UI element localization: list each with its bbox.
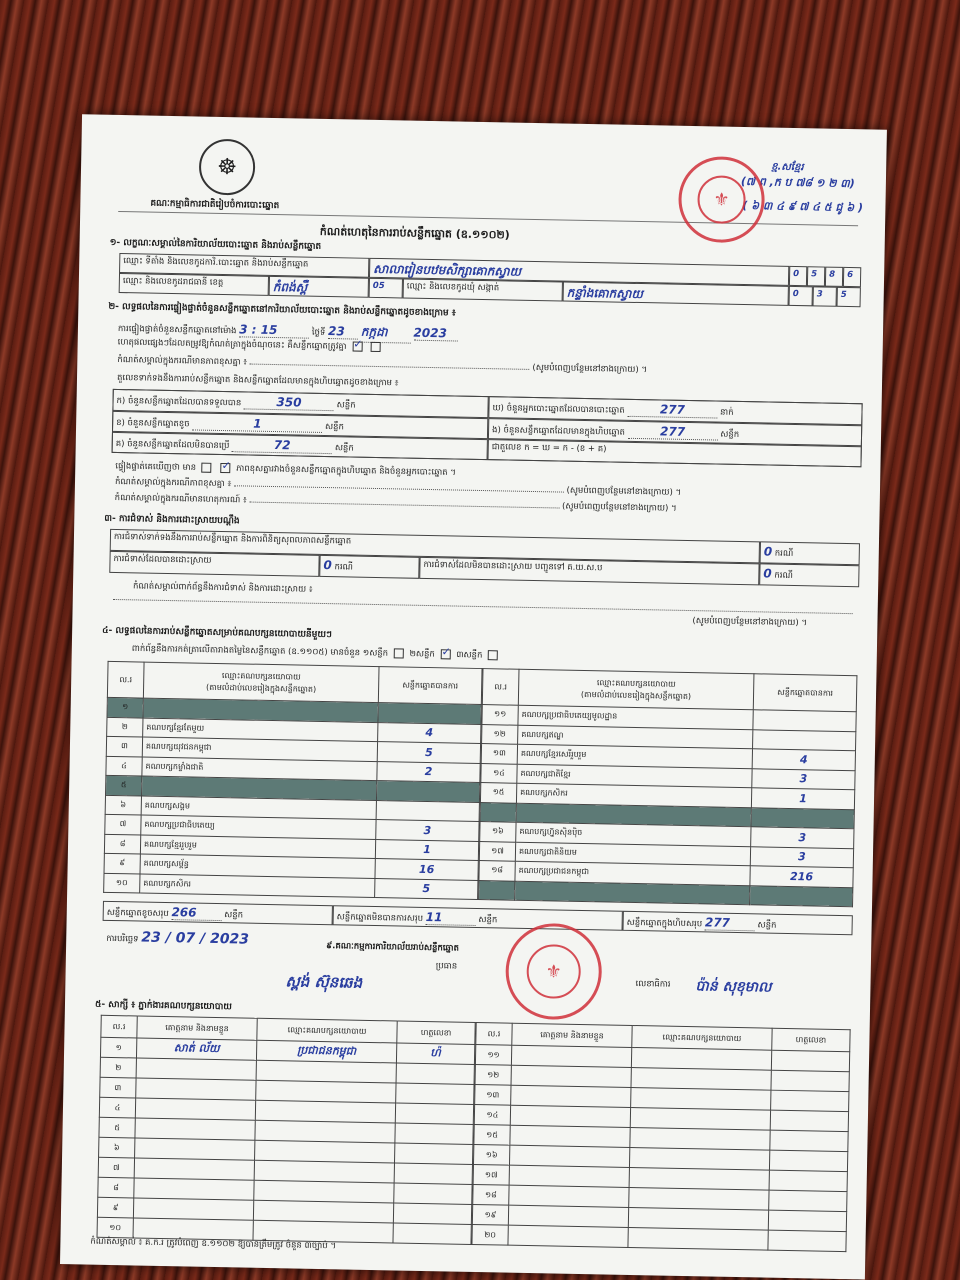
committee-label: ៩.គណៈកម្មការការិយាល័យរាប់សន្លឹកឆ្នោត — [326, 941, 460, 954]
row-number: ៧ — [105, 814, 141, 834]
row-number: ៨ — [98, 1177, 134, 1198]
row-number: ១៤ — [474, 1104, 510, 1125]
invalid-total — [333, 905, 623, 931]
row-number: ៩ — [97, 1197, 133, 1218]
objection-row1-unit: ករណី — [774, 548, 794, 560]
party-name: គណបក្សឥណ្ឌ — [518, 725, 753, 749]
objection-note: កំណត់សម្គាល់ពាក់ព័ន្ធនឹងការជំទាស់ និងការដោះស្រាយ ៖ — [132, 581, 313, 595]
row-number: ១៨ — [473, 1184, 509, 1205]
ka-label: ក) ចំនួនសន្លឹកឆ្នោតដែលបានទទួលបាន — [116, 395, 242, 409]
ko-label: គ) ចំនួនសន្លឹកឆ្នោតដែលមិនបានប្រើ — [115, 438, 230, 452]
top-stamp-icon: ⚜ — [678, 156, 766, 244]
witness-party — [629, 1147, 769, 1170]
witness-party — [628, 1207, 768, 1230]
party-votes: 4 — [378, 722, 481, 743]
witness-signature — [394, 1143, 472, 1164]
objection-note-line — [113, 599, 853, 614]
party-votes: 16 — [375, 859, 478, 880]
w-col-party-right: ឈ្មោះគណបក្សនយោបាយ — [632, 1026, 772, 1051]
form-title: កំណត់ហេតុនៃការរាប់សន្លឹកឆ្នោត (ឧ.១១០២) — [319, 224, 510, 242]
witness-name — [136, 1078, 256, 1100]
section3-title: ៣- ការជំទាស់ និងការដោះស្រាយបណ្តឹង — [104, 513, 240, 527]
code-a3: 8 — [825, 267, 843, 287]
witness-party — [255, 1140, 395, 1163]
objection-row2-value-cell — [319, 555, 419, 579]
district-value-cell — [269, 276, 369, 298]
party-votes: 5 — [377, 742, 480, 763]
witness-party — [630, 1127, 770, 1150]
extra1-hint: (សូមបំពេញបន្ថែមនៅខាងក្រោយ) ។ — [566, 485, 682, 498]
row-number: ៧ — [98, 1157, 134, 1178]
no-diff-checkbox[interactable] — [220, 463, 230, 473]
witness-party — [628, 1227, 768, 1250]
date-label: ថ្ងៃទី — [311, 327, 326, 338]
row-number: ១០ — [104, 873, 140, 893]
party-votes: 2 — [377, 761, 480, 782]
objection-row2-unit: ករណី — [334, 562, 354, 573]
row-number — [479, 880, 515, 900]
section4-subtitle-row — [132, 643, 502, 663]
witness-name — [511, 1085, 631, 1107]
row-number: ១៥ — [474, 1124, 510, 1145]
witness-name — [134, 1178, 254, 1200]
code-a2: 5 — [807, 266, 825, 286]
objection-row1-value-cell — [760, 541, 860, 565]
row-number: ១១ — [482, 705, 518, 725]
row-number: ១៩ — [472, 1204, 508, 1225]
party-votes: 3 — [751, 827, 854, 848]
nga-label: ង) ចំនួនសន្លឹកឆ្នោតដែលមានក្នុងហិបឆ្នោត — [491, 425, 625, 438]
chair-signature: ស្ពង់ ស៊ុនឆេង — [285, 972, 363, 992]
note-label: កំណត់សម្គាល់ក្នុងករណីមានភាពខុសគ្នា ៖ — [117, 354, 248, 368]
witness-name — [133, 1198, 253, 1220]
party-votes — [750, 885, 853, 906]
ko-value: 72 — [232, 437, 332, 454]
row-number: ១៣ — [475, 1084, 511, 1105]
code-a4: 6 — [843, 267, 861, 287]
spoiled-total — [103, 901, 333, 925]
district-code: 05 — [369, 278, 403, 299]
code-b3: 5 — [837, 287, 861, 307]
code-b1: 0 — [789, 286, 813, 306]
witness-name — [135, 1098, 255, 1120]
witness-name — [135, 1138, 255, 1160]
time-value: 3 : 15 — [239, 322, 309, 338]
witness-party — [631, 1087, 771, 1110]
witness-signature — [768, 1210, 846, 1231]
party-votes: 1 — [375, 839, 478, 860]
village-label: ឈ្មោះ និងលេខកូដឃុំ សង្កាត់ — [403, 278, 563, 301]
grand-label: សន្លឹកឆ្នោតក្នុងហិបសរុប — [626, 917, 703, 930]
row-number: ១ — [107, 697, 143, 717]
party-name: គណបក្សខ្មែររួបរួម — [140, 835, 375, 859]
gha-value: 277 — [627, 402, 717, 419]
code-line-2: (៧ ព ,ក ប ៧៨ ១ ២ ៣) — [740, 174, 855, 191]
witness-name — [508, 1205, 628, 1227]
sign-date-value: 23 / 07 / 2023 — [141, 929, 250, 948]
party-name: គណបក្សយុវជនកម្ពុជា — [142, 737, 377, 761]
spoiled-unit: សន្លឹក — [224, 910, 244, 921]
col-no: ល.រ — [107, 661, 144, 698]
gha-label: ឃ) ចំនួនអ្នកបោះឆ្នោតដែលបានបោះឆ្នោត — [492, 403, 625, 416]
rule-text: ហេតុផលផ្សេងៗដែលតម្រូវឱ្យកំណត់ត្រាក្នុងចំណុចនេះ គឺសន្លឹកឆ្នោតត្រូវគ្នា — [117, 337, 347, 352]
col-party-title: ឈ្មោះគណបក្សនយោបាយ — [221, 670, 301, 682]
row-number: ៦ — [105, 795, 141, 815]
code-line-3: ( ៦ ៣ ៤ ៩ ៧ ៤ ៥ ជូ ៦ ) — [742, 198, 864, 215]
w-col-party: ឈ្មោះគណបក្សនយោបាយ — [257, 1018, 397, 1043]
objection-row2-value: 0 — [323, 557, 332, 573]
w-col-no-right: ល.រ — [476, 1023, 512, 1046]
party-name: គណបក្សប្រជាធិបតេយ្យមូលដ្ឋាន — [518, 705, 753, 729]
witness-signature — [771, 1070, 849, 1091]
section1-title: ១- លក្ខណៈសម្គាល់នៃការិយាល័យបោះឆ្នោត និងរាប់សន្លឹកឆ្នោត — [109, 237, 322, 252]
chair-label: ប្រធាន — [435, 961, 458, 972]
party-name: គណបក្សខ្មែរសេរីរួបរួម — [517, 744, 752, 768]
section2-title: ២- លទ្ធផលនៃការផ្ទៀងផ្ទាត់ចំនួនសន្លឹកឆ្នោតនៅការិយាល័យបោះឆ្នោត និងរាប់សន្លឹកឆ្នោតដូចខាងក្រោម ៖ — [108, 301, 456, 319]
extra2-hint: (សូមបំពេញបន្ថែមនៅខាងក្រោយ) ។ — [561, 501, 677, 514]
row-number: ១២ — [475, 1064, 511, 1085]
row-number: ៨ — [104, 834, 140, 854]
witness-signature — [394, 1163, 472, 1184]
witness-signature — [769, 1150, 847, 1171]
note-line — [250, 364, 530, 370]
three-sheet-checkbox[interactable] — [488, 650, 498, 660]
grand-value: 277 — [705, 915, 755, 931]
col-party-sub: (តាមលំដាប់លេខរៀងក្នុងសន្លឹកឆ្នោត) — [205, 682, 317, 694]
sign-date-label: ការបរិច្ឆេទ — [106, 933, 139, 945]
witness-name — [509, 1165, 629, 1187]
date-month: កក្កដា — [361, 324, 411, 344]
ka-unit: សន្លឹក — [336, 400, 356, 411]
mismatch-text: ភាពខុសគ្នារវាងចំនួនសន្លឹកឆ្នោតក្នុងហិបឆ្នោត និងចំនួនអ្នកបោះឆ្នោត ។ — [236, 463, 457, 479]
party-name: គណបក្សជាតិនិយម — [515, 842, 750, 866]
agency-name: គណៈកម្មាធិការជាតិរៀបចំការបោះឆ្នោត — [150, 198, 280, 212]
col-votes: សន្លឹកឆ្នោតបានការ — [378, 667, 482, 705]
witness-signature — [396, 1063, 474, 1084]
extra1-label: កំណត់សម្គាល់ក្នុងករណីភាពខុសគ្នា ៖ — [114, 476, 232, 490]
objection-row2-label: ការជំទាស់ដែលបានដោះស្រាយ — [109, 551, 319, 577]
row-number: ១ — [100, 1037, 136, 1058]
extra1-line — [234, 485, 564, 492]
row-number: ១៧ — [473, 1164, 509, 1185]
party-results-left — [103, 661, 482, 900]
yes-checkbox[interactable] — [352, 342, 362, 352]
one-sheet-checkbox[interactable] — [394, 648, 404, 658]
witness-signature — [395, 1123, 473, 1144]
sign-date-row — [106, 929, 249, 949]
nga-unit: សន្លឹក — [720, 429, 740, 440]
opt3-label: ៣សន្លឹក — [456, 650, 483, 661]
row-number: ៣ — [106, 736, 142, 756]
col-party-right — [518, 669, 754, 710]
invalid-value: 11 — [426, 910, 476, 926]
witness-party — [631, 1047, 771, 1070]
witness-name — [510, 1105, 630, 1127]
row-number: ១៧ — [479, 841, 515, 861]
row-number: ៩ — [104, 853, 140, 873]
row-number: ១៥ — [480, 783, 516, 803]
village-value: កន្ទាំងគោកស្វាយ — [566, 285, 644, 302]
section4-subtitle: ពាក់ព័ន្ធនឹងការកត់ត្រាលើតារាងតម្លៃនៃសន្លឹកឆ្នោត (ឧ.១១០៥) មានចំនួន ១សន្លឹក — [131, 643, 389, 659]
objection-row1-label: ការជំទាស់ទាក់ទងនឹងការរាប់សន្លឹកឆ្នោត និងការពិនិត្យសុពលភាពសន្លឹកឆ្នោត — [110, 529, 760, 563]
party-name: គណបក្សសង្គម — [141, 796, 376, 820]
witness-name — [510, 1125, 630, 1147]
w-col-no: ល.រ — [101, 1015, 137, 1038]
row-number: ៤ — [99, 1097, 135, 1118]
kha-label: ខ) ចំនួនសន្លឹកឆ្នោតខូច — [116, 417, 190, 430]
row-number: ១២ — [482, 724, 518, 744]
party-name: គណបក្សកសិករ — [516, 783, 751, 807]
col-party — [143, 662, 379, 703]
commune-value: សាលារៀនបឋមសិក្សាគោកស្វាយ — [373, 261, 522, 279]
section5-title: ៥- សាក្សី ៖ ភ្នាក់ងារគណបក្សនយោបាយ — [94, 999, 232, 1013]
kha-unit: សន្លឹក — [324, 421, 344, 433]
two-sheet-checkbox[interactable] — [440, 649, 450, 659]
witness-signature — [770, 1130, 848, 1151]
row-number: ៦ — [99, 1137, 135, 1158]
election-form — [60, 114, 887, 1279]
footer-note: កំណត់សម្គាល់ ៖ គ.ក.រ ត្រូវបំពេញ ឧ.១១០២ ឱ្យបានត្រឹមត្រូវ ចំនួន ៣ច្បាប់ ។ — [90, 1236, 337, 1252]
witness-name — [511, 1065, 631, 1087]
witness-signature — [769, 1170, 847, 1191]
w-col-name-right: គោត្តនាម និងនាមខ្លួន — [512, 1023, 632, 1047]
party-name: គណបក្សខ្មែរតែមួយ — [143, 718, 378, 742]
witness-signature — [393, 1223, 471, 1244]
party-votes: 3 — [752, 768, 855, 789]
witness-signature — [393, 1203, 471, 1224]
witness-party — [256, 1060, 396, 1083]
row-number: ៤ — [106, 756, 142, 776]
party-votes: 4 — [752, 749, 855, 770]
party-votes — [751, 807, 854, 828]
village-value-cell — [563, 282, 789, 306]
party-name: គណបក្សជាតិខ្មែរ — [517, 764, 752, 788]
witness-signature — [396, 1083, 474, 1104]
row-number: ៥ — [99, 1117, 135, 1138]
witness-name — [508, 1225, 628, 1247]
party-name: គណបក្សកសិករ — [140, 874, 375, 898]
witness-party — [629, 1167, 769, 1190]
witness-signature — [394, 1183, 472, 1204]
party-votes — [376, 800, 479, 821]
grand-unit: សន្លឹក — [757, 920, 777, 931]
witness-signature — [771, 1050, 849, 1071]
counts-intro: តួលេខទាក់ទងនឹងការរាប់សន្លឹកឆ្នោត និងសន្លឹកឆ្នោតដែលមានក្នុងហិបឆ្នោតដូចខាងក្រោម ៖ — [116, 372, 399, 389]
witness-party — [253, 1200, 393, 1223]
invalid-unit: សន្លឹក — [478, 915, 498, 926]
secretary-label: លេខាធិការ — [635, 979, 671, 990]
ka-value: 350 — [244, 394, 334, 411]
commune-label: ឈ្មោះ ទីតាំង និងលេខកូដការិ.បោះឆ្នោត និងរាប់សន្លឹកឆ្នោត — [119, 253, 369, 278]
party-votes — [376, 781, 479, 802]
w-col-name: គោត្តនាម និងនាមខ្លួន — [137, 1016, 257, 1040]
witness-party — [256, 1080, 396, 1103]
row-number: ៣ — [100, 1077, 136, 1098]
witness-name — [511, 1045, 631, 1067]
party-name: គណបក្សហ្វ៊ុនស៊ិនប៉ិច — [516, 822, 751, 846]
objection-hint: (សូមបំពេញបន្ថែមនៅខាងក្រោយ) ។ — [692, 616, 808, 629]
party-votes: 5 — [375, 878, 478, 899]
section4-title: ៤- លទ្ធផលនៃការរាប់សន្លឹកឆ្នោតសម្រាប់គណបក្សនយោបាយនីមួយៗ — [102, 625, 332, 641]
code-line-1: ខ្ម.សខ្មែរ — [771, 161, 804, 174]
party-votes: 216 — [750, 866, 853, 887]
witness-party — [255, 1100, 395, 1123]
row-number: ២ — [107, 717, 143, 737]
witness-signature: ហ៉ — [396, 1043, 474, 1064]
party-votes — [378, 703, 481, 724]
row-number: ២០ — [472, 1224, 508, 1245]
spoiled-label: សន្លឹកឆ្នោតខូចសរុប — [106, 907, 169, 920]
objection-row2b-label: ការជំទាស់ដែលមិនបានដោះស្រាយ បញ្ជូនទៅ គ.ឃ.ស.ប — [419, 557, 759, 586]
witness-table-left — [97, 1015, 476, 1245]
witness-party — [254, 1160, 394, 1183]
committee-stamp-icon: ⚜ — [505, 923, 603, 1021]
witness-party — [254, 1180, 394, 1203]
objection-row2b-value-cell — [759, 563, 859, 587]
party-name: គណបក្សសម្ព័ន្ធ — [140, 854, 375, 878]
objection-row2b-value: 0 — [763, 566, 772, 581]
row-number: ១០ — [97, 1217, 133, 1238]
note-hint: (សូមបំពេញបន្ថែមនៅខាងក្រោយ) ។ — [532, 362, 648, 376]
witness-name — [134, 1158, 254, 1180]
witness-party — [629, 1187, 769, 1210]
witness-signature — [395, 1103, 473, 1124]
col-votes-right: សន្លឹកឆ្នោតបានការ — [753, 674, 857, 712]
w-col-sig: ហត្ថលេខា — [397, 1021, 475, 1044]
witness-name: សាត់ ល័យ — [136, 1038, 256, 1060]
witness-signature — [771, 1090, 849, 1111]
district-label: ឈ្មោះ និងលេខកូដរាជធានី ខេត្ត — [119, 273, 269, 296]
party-name: គណបក្សប្រជាធិបតេយ្យ — [141, 815, 376, 839]
witness-name — [135, 1118, 255, 1140]
witness-signature — [770, 1110, 848, 1131]
party-votes: 3 — [376, 820, 479, 841]
no-checkbox[interactable] — [371, 342, 381, 352]
party-votes: 1 — [751, 788, 854, 809]
extra2-line — [249, 502, 559, 509]
row-number: ២ — [100, 1057, 136, 1078]
col-party-title-right: ឈ្មោះគណបក្សនយោបាយ — [596, 677, 676, 689]
witness-party: ប្រជាជនកម្ពុជា — [256, 1040, 396, 1063]
row-number: ១៣ — [481, 744, 517, 764]
row-number: ១៦ — [480, 822, 516, 842]
witness-name — [509, 1145, 629, 1167]
district-value: កំពង់ស្ពឺ — [272, 279, 308, 295]
has-diff-checkbox[interactable] — [202, 463, 212, 473]
witness-signature — [769, 1190, 847, 1211]
witness-table-right — [471, 1022, 850, 1252]
grand-total — [622, 911, 852, 935]
w-col-sig-right: ហត្ថលេខា — [772, 1028, 850, 1051]
date-year: 2023 — [413, 326, 457, 342]
row-number: ៥ — [106, 775, 142, 795]
party-name: គណបក្សកម្លាំងជាតិ — [142, 757, 377, 781]
witness-signature — [768, 1230, 846, 1251]
party-results-right — [478, 668, 857, 907]
row-number: ១១ — [475, 1045, 511, 1066]
code-a1: 0 — [789, 266, 807, 286]
row-number: ១៦ — [473, 1144, 509, 1165]
opt2-label: ២សន្លឹក — [409, 649, 435, 660]
invalid-label: សន្លឹកឆ្នោតមិនបានការសរុប — [336, 912, 424, 924]
code-b2: 3 — [813, 286, 837, 306]
row-number — [480, 802, 516, 822]
nga-value: 277 — [627, 424, 717, 441]
kha-value: 1 — [192, 415, 322, 432]
secretary-signature: ប៉ាន់ សុខុមាល — [695, 978, 772, 996]
formula: ជាតួលេខ ក = ឃ = ក - (ខ + គ) — [488, 439, 862, 467]
spoiled-value: 266 — [171, 905, 221, 921]
party-name — [515, 881, 750, 905]
party-votes: 3 — [750, 846, 853, 867]
objection-row2b-unit: ករណី — [774, 570, 793, 582]
witness-party — [630, 1107, 770, 1130]
row-number: ១៨ — [479, 861, 515, 881]
ko-unit: សន្លឹក — [334, 443, 354, 454]
gha-unit: នាក់ — [719, 407, 734, 418]
witness-name — [509, 1185, 629, 1207]
col-no-right: ល.រ — [482, 669, 519, 706]
row-number: ១៤ — [481, 763, 517, 783]
objection-row1-value: 0 — [763, 544, 773, 559]
match-text: ផ្ទៀងផ្ទាត់គេឃើញថា មាន — [115, 461, 197, 474]
party-votes — [753, 710, 856, 731]
extra2-label: កំណត់សម្គាល់ក្នុងករណីមានហេតុការណ៍ ៖ — [114, 492, 247, 506]
col-party-sub-right: (តាមលំដាប់លេខរៀងក្នុងសន្លឹកឆ្នោត) — [580, 689, 692, 701]
witness-name — [136, 1058, 256, 1080]
witness-party — [255, 1120, 395, 1143]
time-label: ការផ្ទៀងផ្ទាត់ចំនួនសន្លឹកឆ្នោតនៅម៉ោង — [117, 324, 237, 337]
witness-party — [631, 1067, 771, 1090]
date-day: 23 — [328, 324, 358, 340]
party-name: គណបក្សប្រជាជនកម្ពុជា — [515, 861, 750, 885]
party-votes — [753, 729, 856, 750]
nec-emblem-icon: ☸ — [199, 139, 256, 196]
